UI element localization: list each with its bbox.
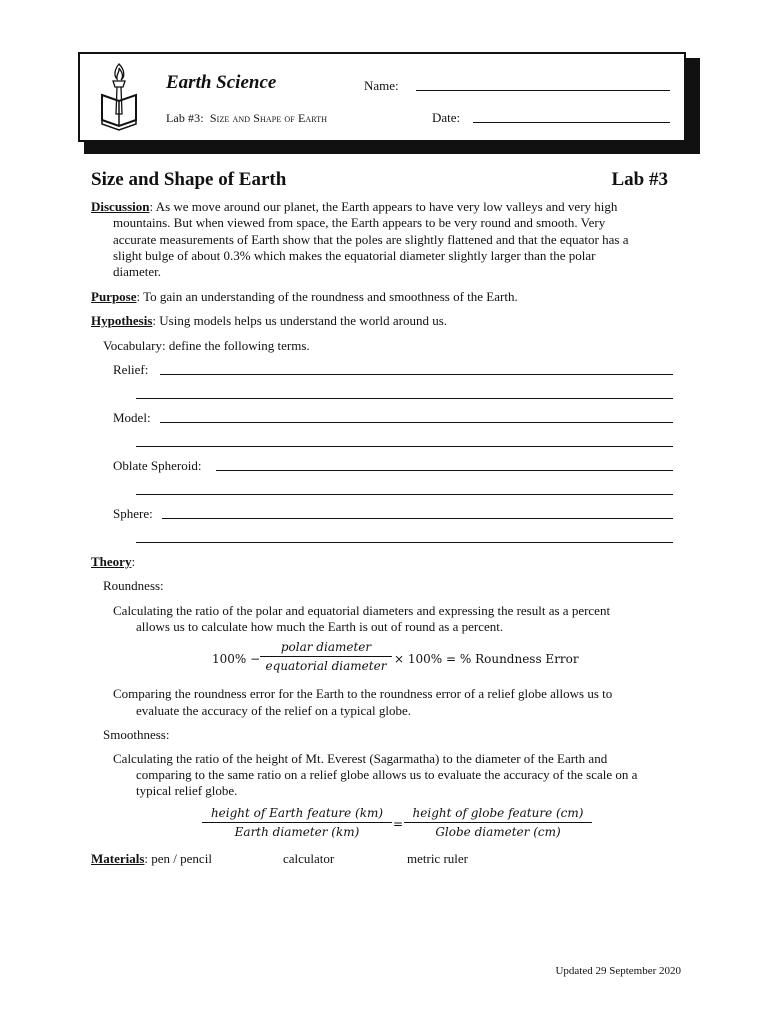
materials-row (91, 851, 212, 867)
roundness-label: Roundness: (103, 578, 164, 593)
material-pen-pencil: : pen / pencil (144, 851, 212, 866)
eq1-fraction (260, 640, 392, 673)
lab-subtitle-name: Size and Shape of Earth (209, 111, 328, 125)
discussion-line-4: slight bulge of about 0.3% which makes the equatorial diameter slightly larger than the polar (113, 248, 596, 263)
material-metric-ruler: metric ruler (407, 851, 468, 866)
updated-date: Updated 29 September 2020 (555, 965, 681, 977)
relief-answer-line-2[interactable] (136, 398, 673, 399)
comparing-text-2: evaluate the accuracy of the relief on a typical globe. (136, 703, 412, 718)
discussion-line-3: accurate measurements of Earth show that the poles are slightly flattened and that the equator has a (113, 232, 629, 247)
oblate-spheroid-answer-line-2[interactable] (136, 494, 673, 495)
discussion-line-2: mountains. But when viewed from space, the Earth appears to be very round and smooth. Very (113, 215, 606, 230)
hypothesis-heading: Hypothesis (91, 313, 153, 328)
eq1-left: 100% − (212, 652, 261, 666)
eq2-equals: = (393, 817, 404, 831)
date-label: Date: (432, 110, 461, 125)
oblate-spheroid-answer-line-1[interactable] (216, 470, 673, 471)
eq2-right-denominator: Globe diameter (cm) (435, 825, 561, 839)
model-answer-line-1[interactable] (160, 422, 673, 423)
smoothness-label: Smoothness: (103, 727, 170, 742)
name-field[interactable] (416, 90, 670, 91)
course-title: Earth Science (166, 72, 277, 93)
comparing-text-1: Comparing the roundness error for the Earth to the roundness error of a relief globe allows us to (113, 686, 613, 701)
materials-heading: Materials (91, 851, 145, 866)
lab-prefix: Lab #3: (166, 111, 204, 125)
roundness-text-2: allows us to calculate how much the Earth is out of round as a percent. (136, 619, 504, 634)
date-field[interactable] (473, 122, 670, 123)
discussion-heading: Discussion (91, 199, 150, 214)
smoothness-text-2: comparing to the same ratio on a relief globe allows us to evaluate the accuracy of the scale on a (136, 767, 638, 782)
hypothesis: Hypothesis: Using models helps us understand the world around us. (91, 313, 448, 328)
torch-book-icon (98, 62, 140, 134)
vocabulary-intro: Vocabulary: define the following terms. (103, 338, 310, 353)
theory-heading-row: Theory: (91, 554, 136, 569)
eq2-left-numerator: height of Earth feature (km) (202, 806, 392, 823)
purpose-heading: Purpose (91, 289, 137, 304)
roundness-text-1: Calculating the ratio of the polar and equatorial diameters and expressing the result as a percent (113, 603, 611, 618)
eq1-right: × 100% = % Roundness Error (394, 652, 579, 666)
discussion-line-5: diameter. (113, 264, 162, 279)
vocab-term-model: Model: (113, 410, 151, 425)
relief-answer-line-1[interactable] (160, 374, 673, 375)
name-label: Name: (364, 78, 399, 93)
vocab-term-oblate-spheroid: Oblate Spheroid: (113, 458, 202, 473)
purpose: Purpose: To gain an understanding of the roundness and smoothness of the Earth. (91, 289, 518, 304)
discussion-line-1: Discussion: As we move around our planet, the Earth appears to have very low valleys and very high (91, 199, 618, 214)
eq2-left-denominator: Earth diameter (km) (234, 825, 360, 839)
eq1-numerator: polar diameter (260, 640, 392, 657)
smoothness-text-1: Calculating the ratio of the height of Mt. Everest (Sagarmatha) to the diameter of the Earth and (113, 751, 608, 766)
eq1-denominator: equatorial diameter (265, 659, 387, 673)
header-box (78, 52, 686, 142)
eq2-right-numerator: height of globe feature (cm) (404, 806, 592, 823)
sphere-answer-line-2[interactable] (136, 542, 673, 543)
vocab-term-relief: Relief: (113, 362, 149, 377)
sphere-answer-line-1[interactable] (162, 518, 673, 519)
model-answer-line-2[interactable] (136, 446, 673, 447)
lab-subtitle (166, 111, 327, 126)
eq2-fraction-left (202, 806, 392, 839)
lab-number: Lab #3 (611, 169, 668, 190)
smoothness-text-3: typical relief globe. (136, 783, 238, 798)
page-title: Size and Shape of Earth (91, 169, 287, 190)
material-calculator: calculator (283, 851, 335, 866)
theory-heading: Theory (91, 554, 132, 569)
vocab-term-sphere: Sphere: (113, 506, 153, 521)
eq2-fraction-right (404, 806, 592, 839)
